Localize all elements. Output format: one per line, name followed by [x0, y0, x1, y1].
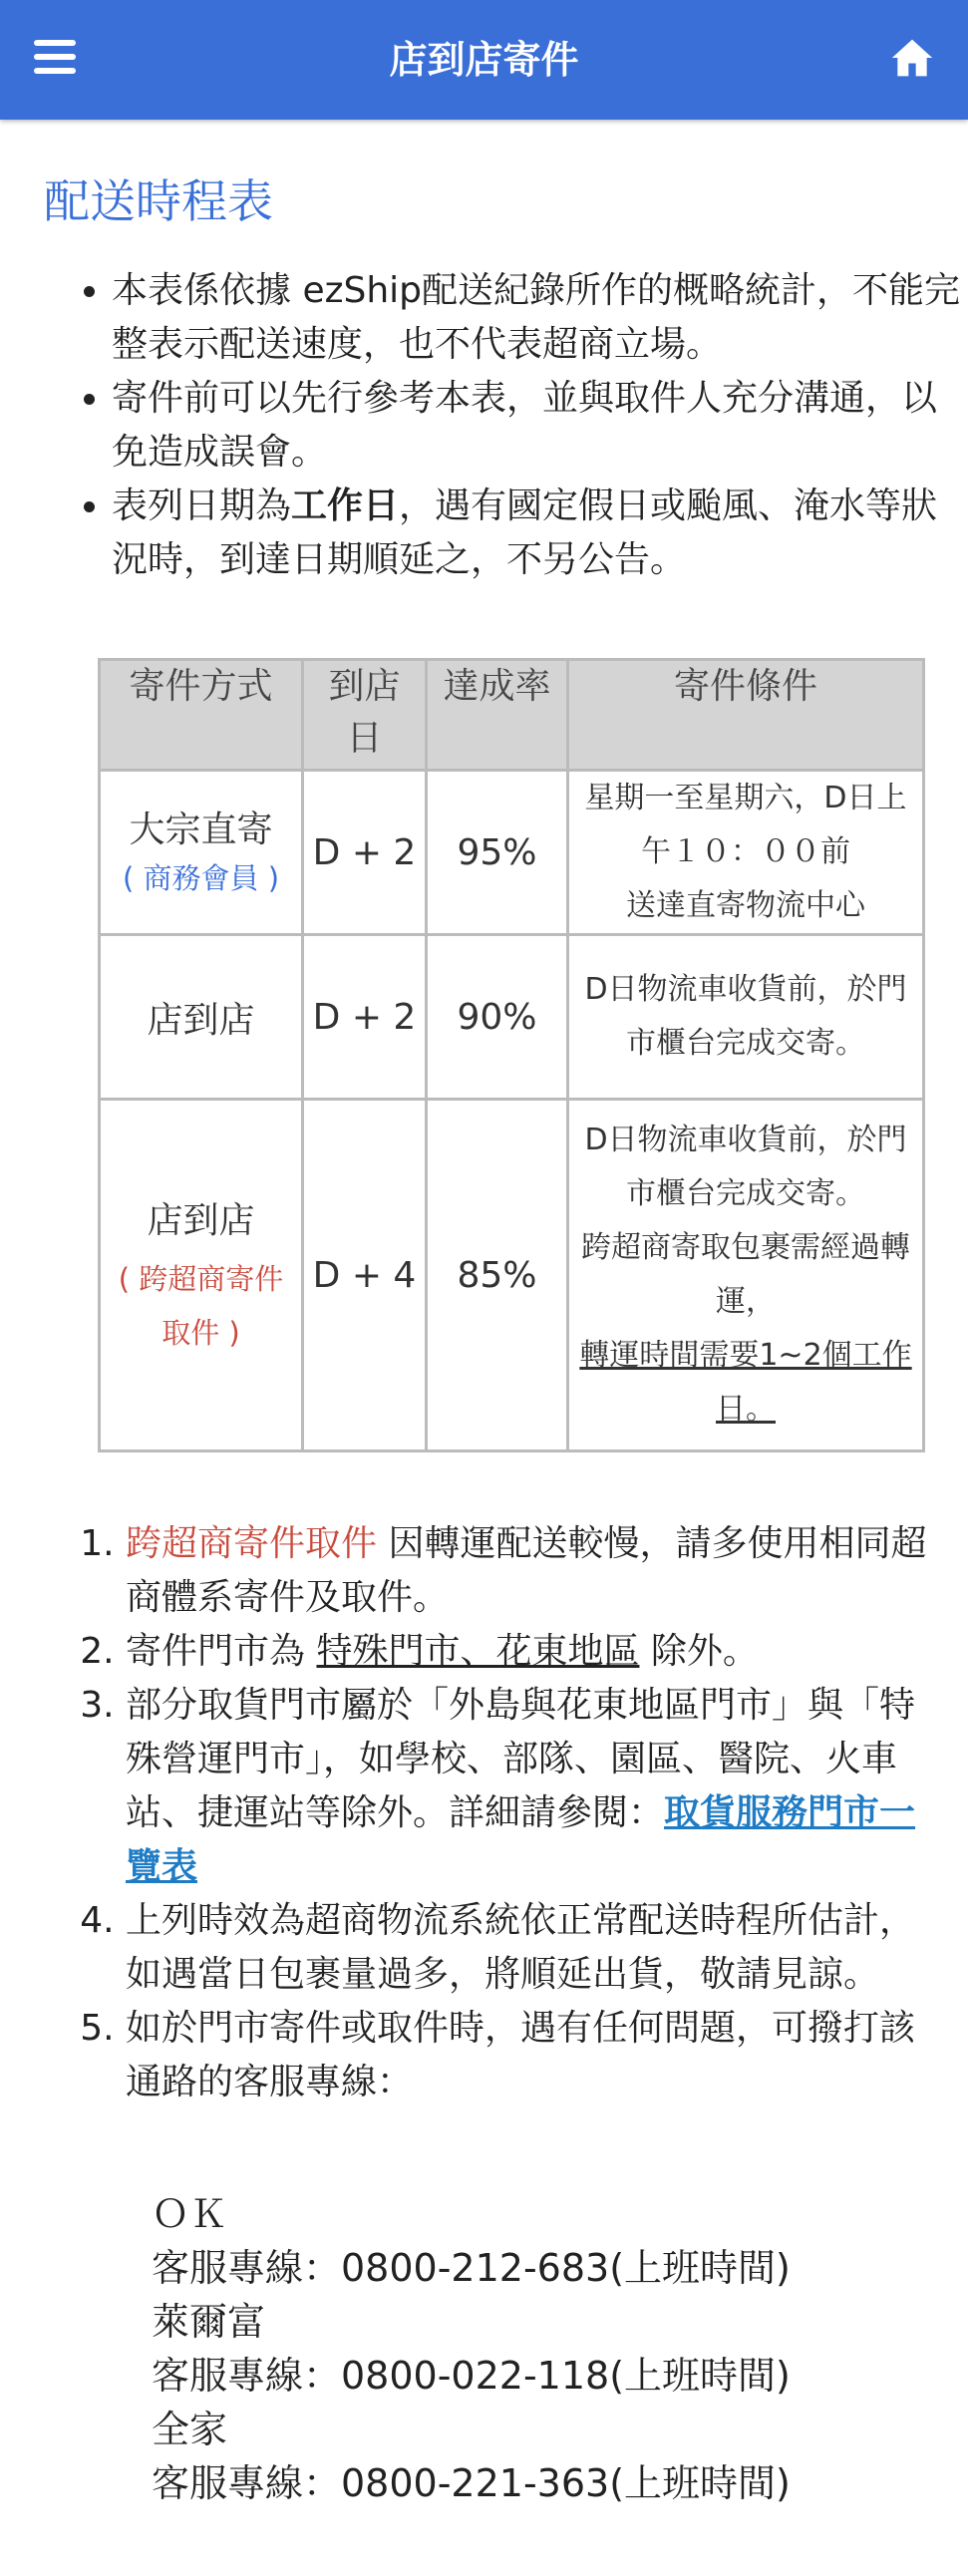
note-item: 3. 部分取貨門市屬於「外島與花東地區門市」與「特殊營運門市」，如學校、部隊、園區、醫院、火車站、捷運站等除外。詳細請參閱：取貨服務門市一覽表: [126, 1679, 943, 1894]
top-bar: [0, 0, 968, 120]
contact-name: 萊爾富: [152, 2300, 266, 2344]
rate-cell: 90%: [427, 935, 568, 1100]
intro-item: • 表列日期為工作日，遇有國定假日或颱風、淹水等狀況時，到達日期順延之，不另公告。: [112, 480, 968, 587]
days-cell: D + 4: [303, 1100, 427, 1451]
note-item: 1. 跨超商寄件取件 因轉運配送較慢，請多使用相同超商體系寄件及取件。: [126, 1517, 943, 1625]
column-header: 寄件條件: [568, 660, 924, 771]
days-cell: D + 2: [303, 935, 427, 1100]
table-header-row: [100, 660, 924, 771]
method-cell: 店到店 ( 跨超商寄件取件 ): [100, 1100, 303, 1451]
rate-cell: 95%: [427, 771, 568, 935]
contact-line: 客服專線：0800-221-363(上班時間): [152, 2461, 791, 2505]
delivery-schedule-table: [98, 658, 925, 1452]
condition-cell: D日物流車收貨前，於門市櫃台完成交寄。 跨超商寄取包裹需經過轉運， 轉運時間需要1~2個工作日。: [568, 1100, 924, 1451]
contact-name: 全家: [152, 2408, 228, 2451]
days-cell: D + 2: [303, 771, 427, 935]
table-row: [100, 935, 924, 1100]
note-item: 4. 上列時效為超商物流系統依正常配送時程所估計，如遇當日包裹量過多，將順延出貨，敬請見諒。: [126, 1894, 943, 2002]
contact-line: 客服專線：0800-022-118(上班時間): [152, 2354, 791, 2398]
condition-cell: 星期一至星期六，D日上午１０：００前 送達直寄物流中心: [568, 771, 924, 935]
column-header: 達成率: [427, 660, 568, 771]
column-header: 到店日: [303, 660, 427, 771]
note-item: 2. 寄件門市為 特殊門市、花東地區 除外。: [126, 1625, 943, 1679]
contact-line: 客服專線：0800-212-683(上班時間): [152, 2246, 791, 2290]
note-item: 5. 如於門市寄件或取件時，遇有任何問題，可撥打該通路的客服專線：: [126, 2002, 943, 2109]
method-cell: 大宗直寄 ( 商務會員 ): [100, 771, 303, 935]
method-cell: 店到店: [100, 935, 303, 1100]
intro-item: • 寄件前可以先行參考本表，並與取件人充分溝通，以免造成誤會。: [112, 372, 968, 480]
intro-list: [70, 264, 968, 587]
contact-name: ＯＫ: [152, 2192, 228, 2236]
section-heading: 配送時程表: [44, 174, 273, 228]
column-header: 寄件方式: [100, 660, 303, 771]
customer-service-contacts: [152, 2187, 791, 2510]
table-row: [100, 1100, 924, 1451]
notes-list: [78, 1517, 943, 2109]
condition-cell: D日物流車收貨前，於門市櫃台完成交寄。: [568, 935, 924, 1100]
store-list-link[interactable]: 取貨服務門市一覽表: [126, 1792, 916, 1887]
page-title: 店到店寄件: [389, 38, 579, 82]
table-row: [100, 771, 924, 935]
home-icon[interactable]: [890, 36, 934, 80]
intro-item: • 本表係依據 ezShip配送紀錄所作的概略統計，不能完整表示配送速度，也不代表超商立場。: [112, 264, 968, 372]
rate-cell: 85%: [427, 1100, 568, 1451]
